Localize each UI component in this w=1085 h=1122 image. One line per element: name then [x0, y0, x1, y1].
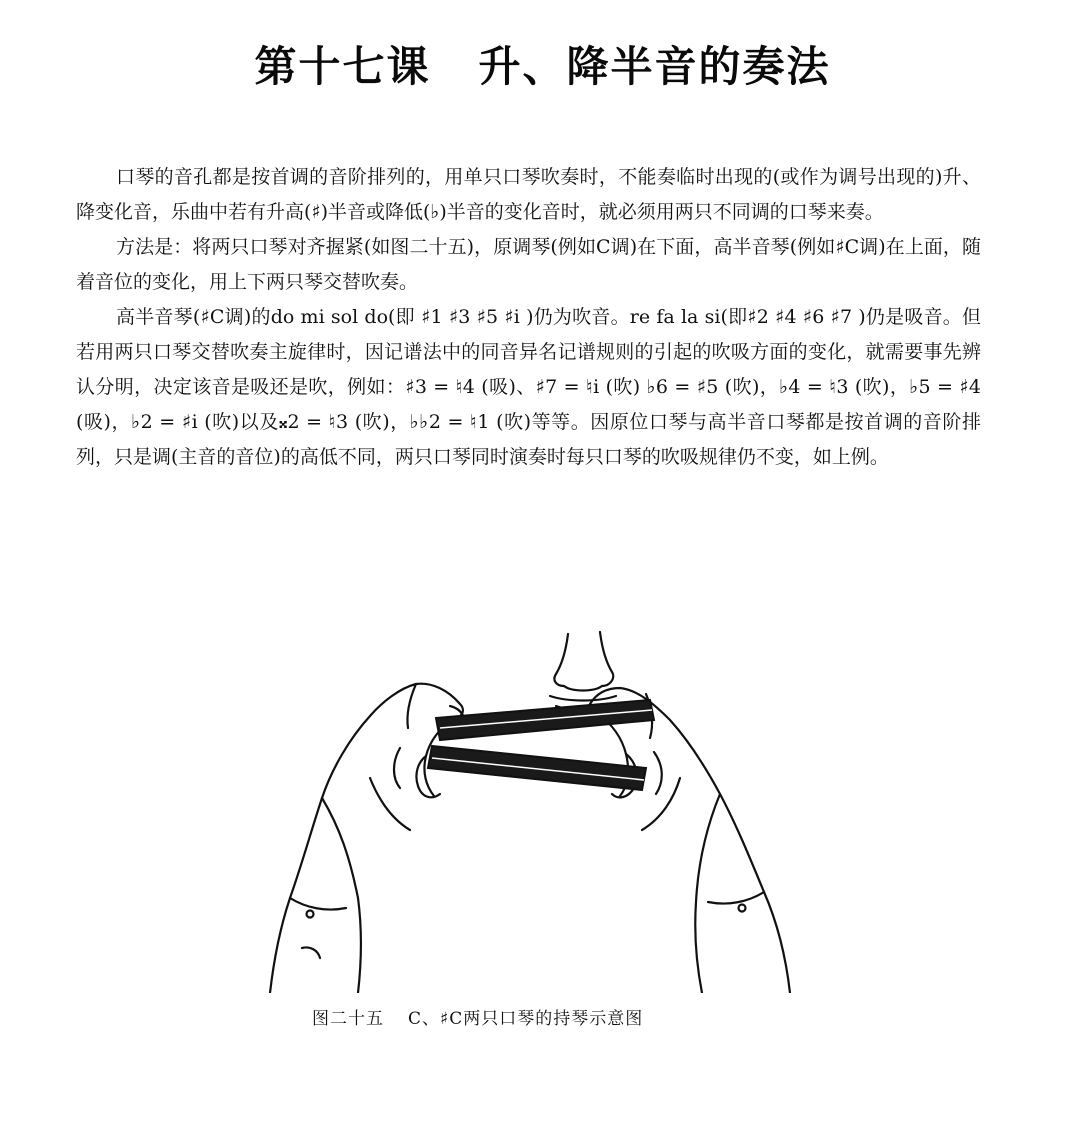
paragraph-3: 高半音琴(♯C调)的do mi sol do(即 ♯1 ♯3 ♯5 ♯i )仍为吹音。re fa la si(即♯2 ♯4 ♯6 ♯7 )仍是吸音。但若用两只口琴交替吹奏主旋律时，因记谱法中的同音异名记谱规则的引起的吹吸方面的变化，就需要事先辨认分明，决定该音是吸还是吹，例如：♯3 = ♮4 (吸)、♯7 = ♮i (吹) ♭6 = ♯5 (吹)，♭4 = ♮3 (吹)，♭5 = ♯4 (吸)，♭2 = ♯i (吹)以及𝄪2 = ♮3 (吹)，♭♭2 = ♮1 (吹)等等。因原位口琴与高半音口琴都是按首调的音阶排列，只是调(主音的音位)的高低不同，两只口琴同时演奏时每只口琴的吹吸规律仍不变，如上例。	[76, 306, 981, 468]
paragraph-1: 口琴的音孔都是按首调的音阶排列的，用单只口琴吹奏时，不能奏临时出现的(或作为调号出现的)升、降变化音，乐曲中若有升高(♯)半音或降低(♭)半音的变化音时，就必须用两只不同调的口琴来奏。	[76, 166, 981, 223]
left-hand	[270, 684, 464, 993]
harmonica-illustration	[250, 628, 810, 993]
harmonica-upper-sharp-c	[436, 700, 654, 740]
face-sketch	[550, 632, 616, 711]
lesson-topic: 升、降半音的奏法	[478, 42, 831, 91]
harmonica-lower-c	[428, 746, 646, 790]
right-hand	[588, 688, 790, 993]
body-text	[76, 160, 981, 475]
caption-number: 图二十五	[312, 1009, 384, 1029]
figure-caption	[312, 1004, 812, 1029]
page-title	[0, 34, 1085, 94]
caption-text: C、♯C两只口琴的持琴示意图	[408, 1009, 644, 1029]
paragraph-2: 方法是：将两只口琴对齐握紧(如图二十五)，原调琴(例如C调)在下面，高半音琴(例如♯C调)在上面，随着音位的变化，用上下两只琴交替吹奏。	[76, 236, 981, 293]
lesson-number: 第十七课	[254, 42, 431, 91]
